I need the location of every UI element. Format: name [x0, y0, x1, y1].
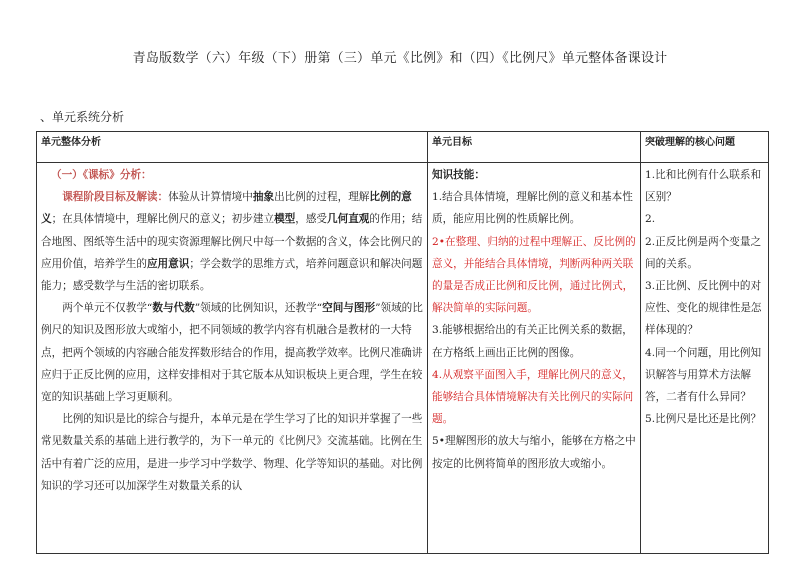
- goal-item-4: 4.从观察平面图入手，理解比例尺的意义，能够结合具体情境解决有关比例尺的实际问题。: [432, 368, 634, 426]
- goal-item-2: 2•在整理、归纳的过程中理解正、反比例的意义，并能结合具体情境，判断两种两关联的量是否成正比例和反比例，通过比例式，解决简单的实际问题。: [432, 235, 636, 315]
- question-item-2: 2.: [645, 213, 656, 226]
- unit-plan-table: [36, 131, 769, 554]
- goals-heading: 知识技能：: [432, 169, 485, 181]
- unit-analysis-cell: [37, 163, 428, 554]
- section-heading: 、单元系统分析: [40, 110, 125, 124]
- question-item-6: 5.比例尺是比还是比例？: [645, 413, 762, 426]
- question-item-3: 2.正反比例是两个变量之间的关系。: [645, 235, 762, 270]
- analysis-paragraph-2: 两个单元不仅教学“数与代数”领域的比例知识，还教学“空间与图形”领域的比例尺的知识及图形放大或缩小，把不同领域的教学内容有机融合是教材的一大特点，把两个领域的内容融合能发挥数形结合的作用，提高教学效率。比例尺准确讲应归于正反比例的应用，这样安排相对于其它版本从知识板块上更合理，学生在较宽的知识基础上学习更顺利。: [41, 302, 423, 404]
- document-title: 青岛版数学（六）年级（下）册第（三）单元《比例》和（四）《比例尺》单元整体备课设计: [132, 51, 668, 66]
- question-item-4: 3.正比例、反比例中的对应性、变化的规律性是怎样体现的？: [645, 280, 762, 337]
- table-row: [37, 163, 769, 554]
- core-questions-cell: [641, 163, 769, 554]
- goal-label: 课程阶段目标及解读：: [62, 191, 169, 204]
- header-core-questions: 突破理解的核心问题: [641, 132, 769, 163]
- standards-heading: （一）《课标》分析：: [51, 169, 152, 181]
- goal-item-1: 1.结合具体情境，理解比例的意义和基本性质，能应用比例的性质解比例。: [432, 191, 633, 226]
- question-item-5: 4.同一个问题，用比例知识解答与用算术方法解答，二者有什么异同？: [645, 346, 762, 404]
- analysis-paragraph-3: 比例的知识是比的综合与提升，本单元是在学生学习了比的知识并掌握了一些常见数量关系的基础上进行教学的，为下一单元的《比例尺》交流基础。比例在生活中有着广泛的应用，是进一步学习中学数学、物理、化学等知识的基础。对比例知识的学习还可以加深学生对数量关系的认: [41, 413, 423, 492]
- question-item-1: 1.比和比例有什么联系和区别？: [645, 169, 762, 204]
- header-unit-analysis: 单元整体分析: [37, 132, 428, 163]
- table-header-row: [37, 132, 769, 163]
- unit-goals-cell: [428, 163, 641, 554]
- goal-item-3: 3.能够根据给出的有关正比例关系的数据，在方格纸上画出正比例的图像。: [432, 324, 633, 359]
- header-unit-goals: 单元目标: [428, 132, 641, 163]
- goal-item-5: 5•理解图形的放大与缩小，能够在方格之中按定的比例将简单的图形放大或缩小。: [432, 435, 636, 470]
- analysis-paragraph-1: 课程阶段目标及解读：体验从计算情境中抽象出比例的过程，理解比例的意义；在具体情境中，理解比例尺的意义；初步建立模型，感受几何直观的作用；结合地图、图纸等生活中的现实资源理解比例尺中每一个数据的含义，体会比例尺的应用价值，培养学生的应用意识；学会数学的思维方式，培养问题意识和解决问题能力；感受数学与生活的密切联系。: [41, 191, 423, 293]
